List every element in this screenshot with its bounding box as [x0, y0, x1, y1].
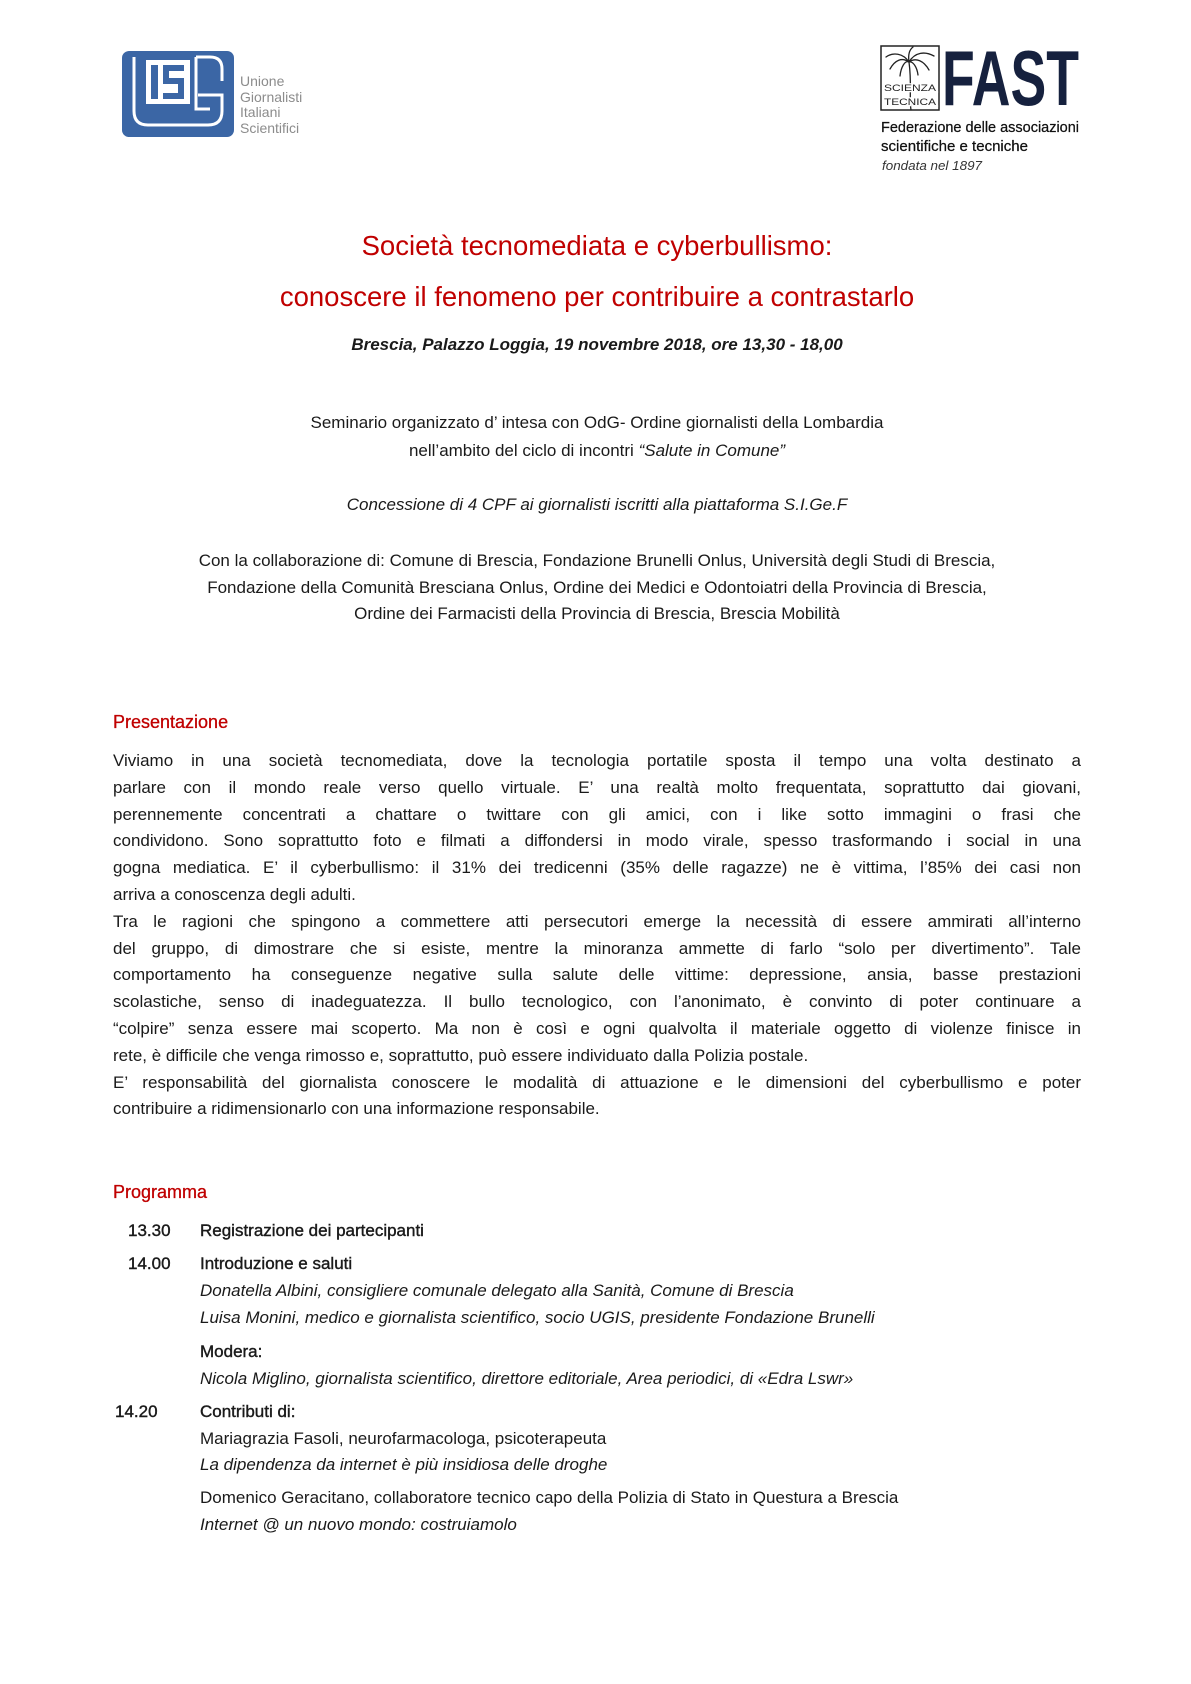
fast-logo [878, 34, 1084, 176]
ugis-name-line: Scientifici [240, 119, 300, 136]
program-title: Registrazione dei partecipanti [200, 1221, 424, 1240]
paragraph-line: Viviamo in una società tecnomediata, dove la tecnologia portatile sposta il tempo una volta destinato a [113, 751, 1081, 770]
collaboration-line: Con la collaborazione di: Comune di Brescia, Fondazione Brunelli Onlus, Università degli Studi di Brescia, [198, 551, 996, 570]
paragraph-line: Tra le ragioni che spingono a commettere atti persecutori emerge la necessità di essere ammirati all’interno [113, 911, 1081, 931]
presentation-paragraph [113, 1070, 1081, 1124]
ugis-logo-icon [122, 51, 234, 137]
program-heading: Programma [113, 1182, 208, 1202]
paragraph-line: arriva a conoscenza degli adulti. [113, 884, 356, 904]
presentation-heading: Presentazione [113, 712, 229, 732]
collaboration-line: Fondazione della Comunità Bresciana Onlus, Ordine dei Medici e Odontoiatri della Provincia di Brescia, [207, 578, 987, 597]
paragraph-line: gogna mediatica. E’ il cyberbullismo: il 31% dei tredicenni (35% delle ragazze) ne è vittima, l’85% dei casi non [113, 858, 1081, 878]
ugis-name-line: Italiani [240, 104, 281, 121]
ugis-name-line: Unione [240, 73, 285, 89]
cycle-line [113, 438, 1081, 464]
paragraph-line: “colpire” senza essere mai scoperto. Ma non è così e ogni qualvolta il materiale oggetto di violenze finisce in [113, 1018, 1081, 1038]
talk-speaker: Mariagrazia Fasoli, neurofarmacologa, psicoterapeuta [200, 1429, 607, 1448]
paragraph-line: rete, è difficile che venga rimosso e, soprattutto, può essere individuato dalla Polizia postale. [113, 1045, 809, 1065]
program-time: 14.20 [115, 1402, 158, 1421]
paragraph-line: comportamento ha conseguenze negative sulla salute delle vittime: depressione, ansia, basse prestazioni [113, 965, 1081, 985]
talk-speaker: Domenico Geracitano, collaboratore tecnico capo della Polizia di Stato in Questura a Brescia [200, 1488, 899, 1507]
organizer-line: Seminario organizzato d’ intesa con OdG- Ordine giornalisti della Lombardia [310, 413, 884, 432]
credits-line: Concessione di 4 CPF ai giornalisti iscritti alla piattaforma S.I.Ge.F [346, 495, 848, 514]
fast-founded: fondata nel 1897 [882, 159, 984, 173]
presentation-body [113, 748, 1081, 1123]
presentation-paragraph [113, 748, 1081, 909]
ugis-name [240, 74, 302, 136]
page-title-line: conoscere il fenomeno per contribuire a contrastarlo [279, 281, 915, 312]
program-title: Contributi di: [200, 1402, 296, 1421]
program-time: 14.00 [128, 1254, 171, 1273]
presentation-paragraph [113, 909, 1081, 1070]
talk-topic: La dipendenza da internet è più insidiosa delle droghe [200, 1455, 608, 1474]
moderator-label: Modera: [200, 1342, 263, 1361]
paragraph-line: perennemente concentrati a chattare o twittare con gli amici, con i like sotto immagini o frasi che [113, 804, 1081, 824]
scienza-tecnica-emblem [881, 46, 939, 110]
ugis-name-line: Giornalisti [240, 88, 303, 105]
fast-acronym: FAST [942, 34, 1079, 122]
emblem-text: TECNICA [884, 97, 936, 107]
collaboration-line: Ordine dei Farmacisti della Provincia di Brescia, Brescia Mobilità [354, 604, 840, 623]
paragraph-line: E’ responsabilità del giornalista conoscere le modalità di attuazione e le dimensioni del cyberbullismo e poter [113, 1072, 1081, 1092]
paragraph-line: scolastiche, senso di inadeguatezza. Il bullo tecnologico, con l’anonimato, è convinto di poter continuare a [113, 992, 1081, 1012]
speaker: Donatella Albini, consigliere comunale delegato alla Sanità, Comune di Brescia [200, 1281, 794, 1300]
paragraph-line: del gruppo, di dimostrare che si esiste, mentre la minoranza ammette di farlo “solo per divertimento”. Tale [113, 938, 1081, 958]
event-info: Brescia, Palazzo Loggia, 19 novembre 2018, ore 13,30 - 18,00 [351, 335, 843, 354]
speaker: Luisa Monini, medico e giornalista scientifico, socio UGIS, presidente Fondazione Brunelli [200, 1308, 875, 1327]
fast-name-line: scientifiche e tecniche [881, 138, 1028, 155]
talk-topic: Internet @ un nuovo mondo: costruiamolo [200, 1515, 517, 1534]
paragraph-line: parlare con il mondo reale verso quello virtuale. E’ una realtà molto frequentata, soprattutto dai giovani, [113, 777, 1081, 797]
program-title: Introduzione e saluti [200, 1254, 353, 1273]
program-time: 13.30 [128, 1221, 171, 1240]
emblem-text: SCIENZA [884, 83, 936, 93]
cycle-prefix: nell’ambito del ciclo di incontri [408, 441, 639, 460]
page-title-line: Società tecnomediata e cyberbullismo: [361, 230, 833, 261]
moderator: Nicola Miglino, giornalista scientifico, direttore editoriale, Area periodici, di «Edra Lswr» [200, 1369, 854, 1388]
fast-name-line: Federazione delle associazioni [881, 119, 1079, 136]
cycle-name: “Salute in Comune” [638, 441, 786, 460]
paragraph-line: contribuire a ridimensionarlo con una informazione responsabile. [113, 1099, 600, 1119]
paragraph-line: condividono. Sono soprattutto foto e filmati a diffondersi in modo virale, spesso trasformando i social in una [113, 831, 1081, 851]
